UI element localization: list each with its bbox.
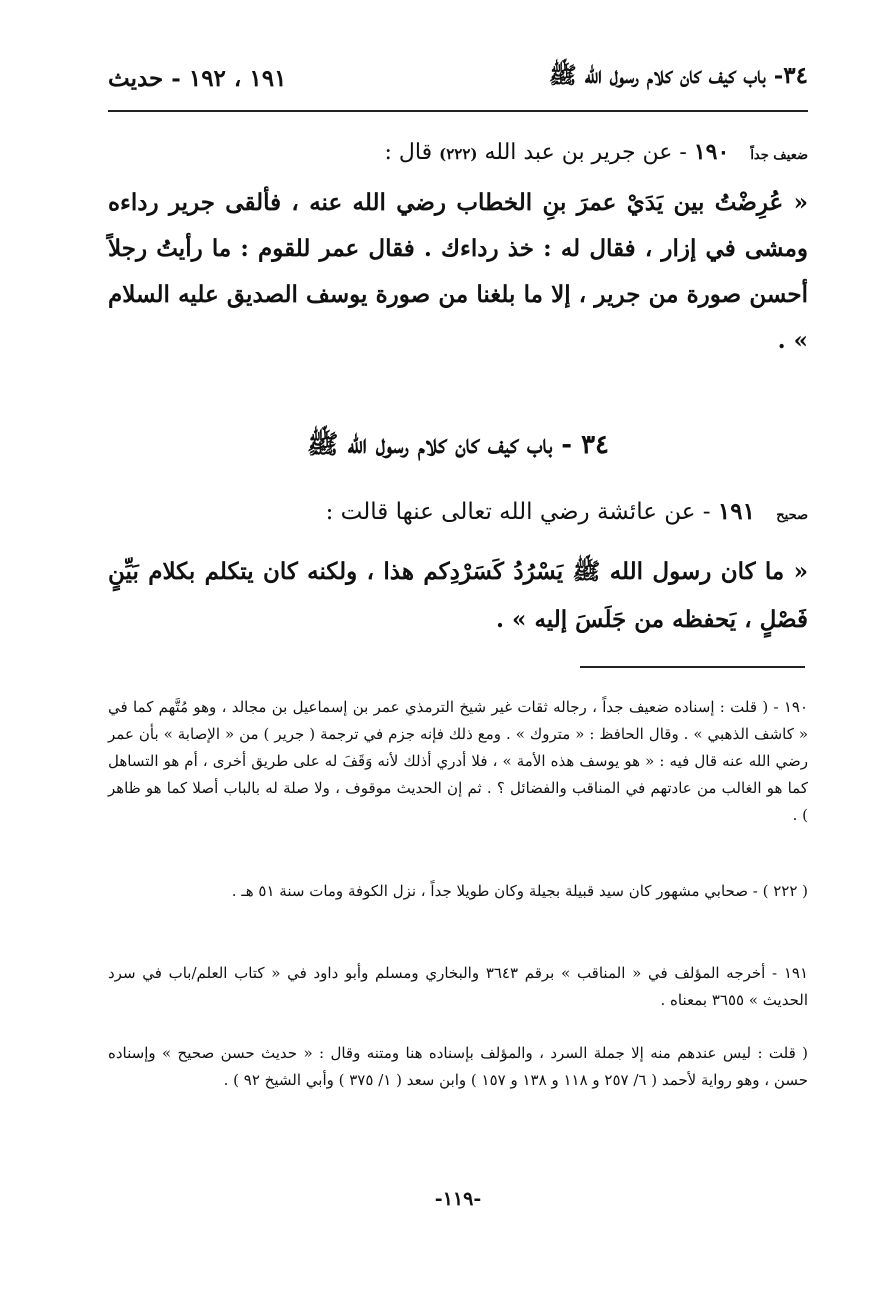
hadith-191-chain: - عن عائشة رضي الله تعالى عنها قالت : (325, 499, 711, 525)
hadith-190-chain: - عن جرير بن عبد الله (484, 140, 687, 165)
hadith-191-text: « ما كان رسول الله ﷺ يَسْرُدُ كَسَرْدِكم هذا ، ولكنه كان يتكلم بكلام بَيِّنٍ فَصْلٍ ، يَحفظه من جَلَسَ إليه » . (108, 558, 808, 633)
header-chapter-title: ٣٤- باب كيف كان كلام رسول الله ﷺ (548, 62, 808, 89)
footnote-191-comment: ( قلت : ليس عندهم منه إلا جملة السرد ، والمؤلف بإسناده هنا ومتنه وقال : « حديث حسن صحيح » وإسناده حسن ، وهو رواية لأحمد ( ٦/ ٢٥٧ و ١١٨ و ١٣٨ و ١٥٧ ) وابن سعد ( ١/ ٣٧٥ ) وأبي الشيخ ٩٢ ) . (108, 1044, 808, 1089)
page-number: -١١٩- (434, 1188, 482, 1210)
hadith-190-text: « عُرِضْتُ بين يَدَيْ عمرَ بنِ الخطاب رضي الله عنه ، فألقى جرير رداءه ومشى في إزار ، فقال له : خذ رداءك . فقال عمر للقوم : ما رأيتُ رجلاً أحسن صورة من جرير ، إلا ما بلغنا من صورة يوسف الصديق عليه السلام » . (108, 189, 808, 354)
hadith-190-grade: ضعيف جداً (750, 148, 808, 163)
running-header (108, 58, 808, 98)
footnote-222: ( ٢٢٢ ) - صحابي مشهور كان سيد قبيلة بجيلة وكان طويلا جداً ، نزل الكوفة ومات سنة ٥١ هـ . (231, 882, 808, 900)
hadith-190-heading (108, 132, 808, 176)
chapter-heading: ٣٤ - باب كيف كان كلام رسول الله ﷺ (306, 430, 610, 460)
hadith-191-number: ١٩١ (717, 498, 755, 525)
header-hadith-range: ١٩١ ، ١٩٢ - حديث (108, 64, 287, 92)
hadith-190-number: ١٩٠ (693, 139, 730, 165)
footnote-190: ١٩٠ - ( قلت : إسناده ضعيف جداً ، رجاله ثقات غير شيخ الترمذي عمر بن إسماعيل بن مجالد ، وهو مُتَّهم كما في « كاشف الذهبي » . وقال الحافظ : « متروك » . ومع ذلك فإنه جزم في ترجمة ( جرير ) من « الإصابة » بأن عمر رضي الله عنه قال فيه : « هو يوسف هذه الأمة » ، فلا أدري أذلك لأنه وَقَفَ له على طريق أخرى ، أم هو التساهل كما هو الغالب من عادتهم في المناقب والفضائل ؟ . ثم إن الحديث موقوف ، ولا صلة له بالباب أصلا كما هو ظاهر ) . (108, 698, 808, 824)
hadith-190-said: قال : (384, 140, 433, 165)
footnote-191: ١٩١ - أخرجه المؤلف في « المناقب » برقم ٣٦٤٣ والبخاري ومسلم وأبو داود في « كتاب العلم/باب في سرد الحديث » ٣٦٥٥ بمعناه . (108, 964, 808, 1009)
footnote-divider (580, 666, 805, 668)
header-divider (108, 110, 808, 112)
hadith-191-heading (108, 492, 808, 536)
footnote-ref-222: (٢٢٢) (439, 145, 478, 163)
hadith-191-grade: صحيح (776, 508, 808, 523)
